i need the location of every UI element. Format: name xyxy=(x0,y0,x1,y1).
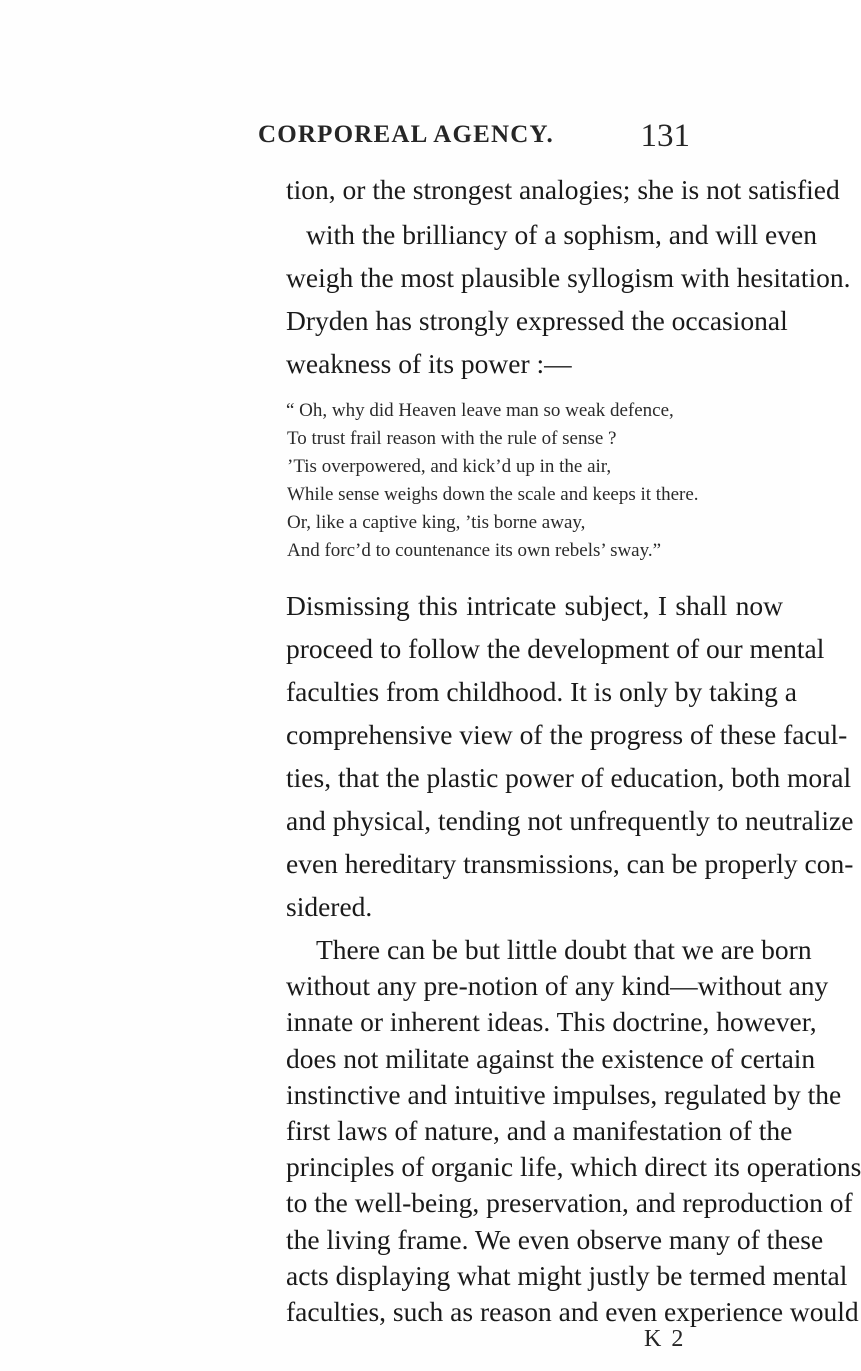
paragraph-1-line-2: with the brilliancy of a sophism, and will even xyxy=(306,219,817,250)
paragraph-3-line-11: faculties, such as reason and even experience would xyxy=(286,1296,859,1327)
paragraph-3-line-8: to the well-being, preservation, and reproduction of xyxy=(286,1187,853,1219)
paragraph-3-line-6: first laws of nature, and a manifestation of the xyxy=(286,1115,793,1146)
paragraph-2-line-8: sidered. xyxy=(286,891,373,922)
paragraph-3-line-2: without any pre-notion of any kind—without any xyxy=(286,970,829,1002)
paragraph-2-line-4: comprehensive view of the progress of these facul- xyxy=(286,719,848,750)
paragraph-2-line-2: proceed to follow the development of our mental xyxy=(286,633,825,664)
paragraph-1-line-4: Dryden has strongly expressed the occasional xyxy=(286,305,788,336)
paragraph-3-line-5: instinctive and intuitive impulses, regulated by the xyxy=(286,1078,842,1110)
signature-mark: K 2 xyxy=(644,1326,686,1352)
quote-line-2: To trust frail reason with the rule of sense ? xyxy=(287,428,617,449)
paragraph-2-line-5: ties, that the plastic power of education, both moral xyxy=(286,762,852,793)
paragraph-1-line-1: tion, or the strongest analogies; she is not satisfied xyxy=(286,174,840,205)
quote-line-4: While sense weighs down the scale and keeps it there. xyxy=(287,484,699,505)
quote-line-1: “ Oh, why did Heaven leave man so weak defence, xyxy=(286,400,674,421)
paragraph-3-line-7: principles of organic life, which direct its operations xyxy=(286,1151,861,1183)
paragraph-2-line-3: faculties from childhood. It is only by taking a xyxy=(286,676,797,707)
paragraph-3-line-3: innate or inherent ideas. This doctrine, however, xyxy=(286,1006,817,1038)
paragraph-3-line-9: the living frame. We even observe many of these xyxy=(286,1223,824,1255)
paragraph-3-line-10: acts displaying what might justly be termed mental xyxy=(286,1259,848,1291)
page-header xyxy=(258,118,690,158)
running-head: CORPOREAL AGENCY. xyxy=(258,121,554,148)
paragraph-2-line-1: Dismissing this intricate subject, I shall now xyxy=(286,590,783,621)
quote-line-3: ’Tis overpowered, and kick’d up in the air, xyxy=(287,456,612,477)
paragraph-1-line-3: weigh the most plausible syllogism with hesitation. xyxy=(286,262,851,293)
paragraph-3-line-4: does not militate against the existence of certain xyxy=(286,1042,816,1074)
quote-line-5: Or, like a captive king, ’tis borne away, xyxy=(287,512,586,533)
paragraph-2-line-7: even hereditary transmissions, can be properly con- xyxy=(286,848,854,879)
page-number: 131 xyxy=(640,118,690,154)
paragraph-3-line-1: There can be but little doubt that we are born xyxy=(316,934,812,965)
paragraph-1-line-5: weakness of its power :— xyxy=(286,348,572,379)
quote-line-6: And forc’d to countenance its own rebels’ sway.” xyxy=(287,540,662,561)
paragraph-2-line-6: and physical, tending not unfrequently to neutralize xyxy=(286,805,854,836)
